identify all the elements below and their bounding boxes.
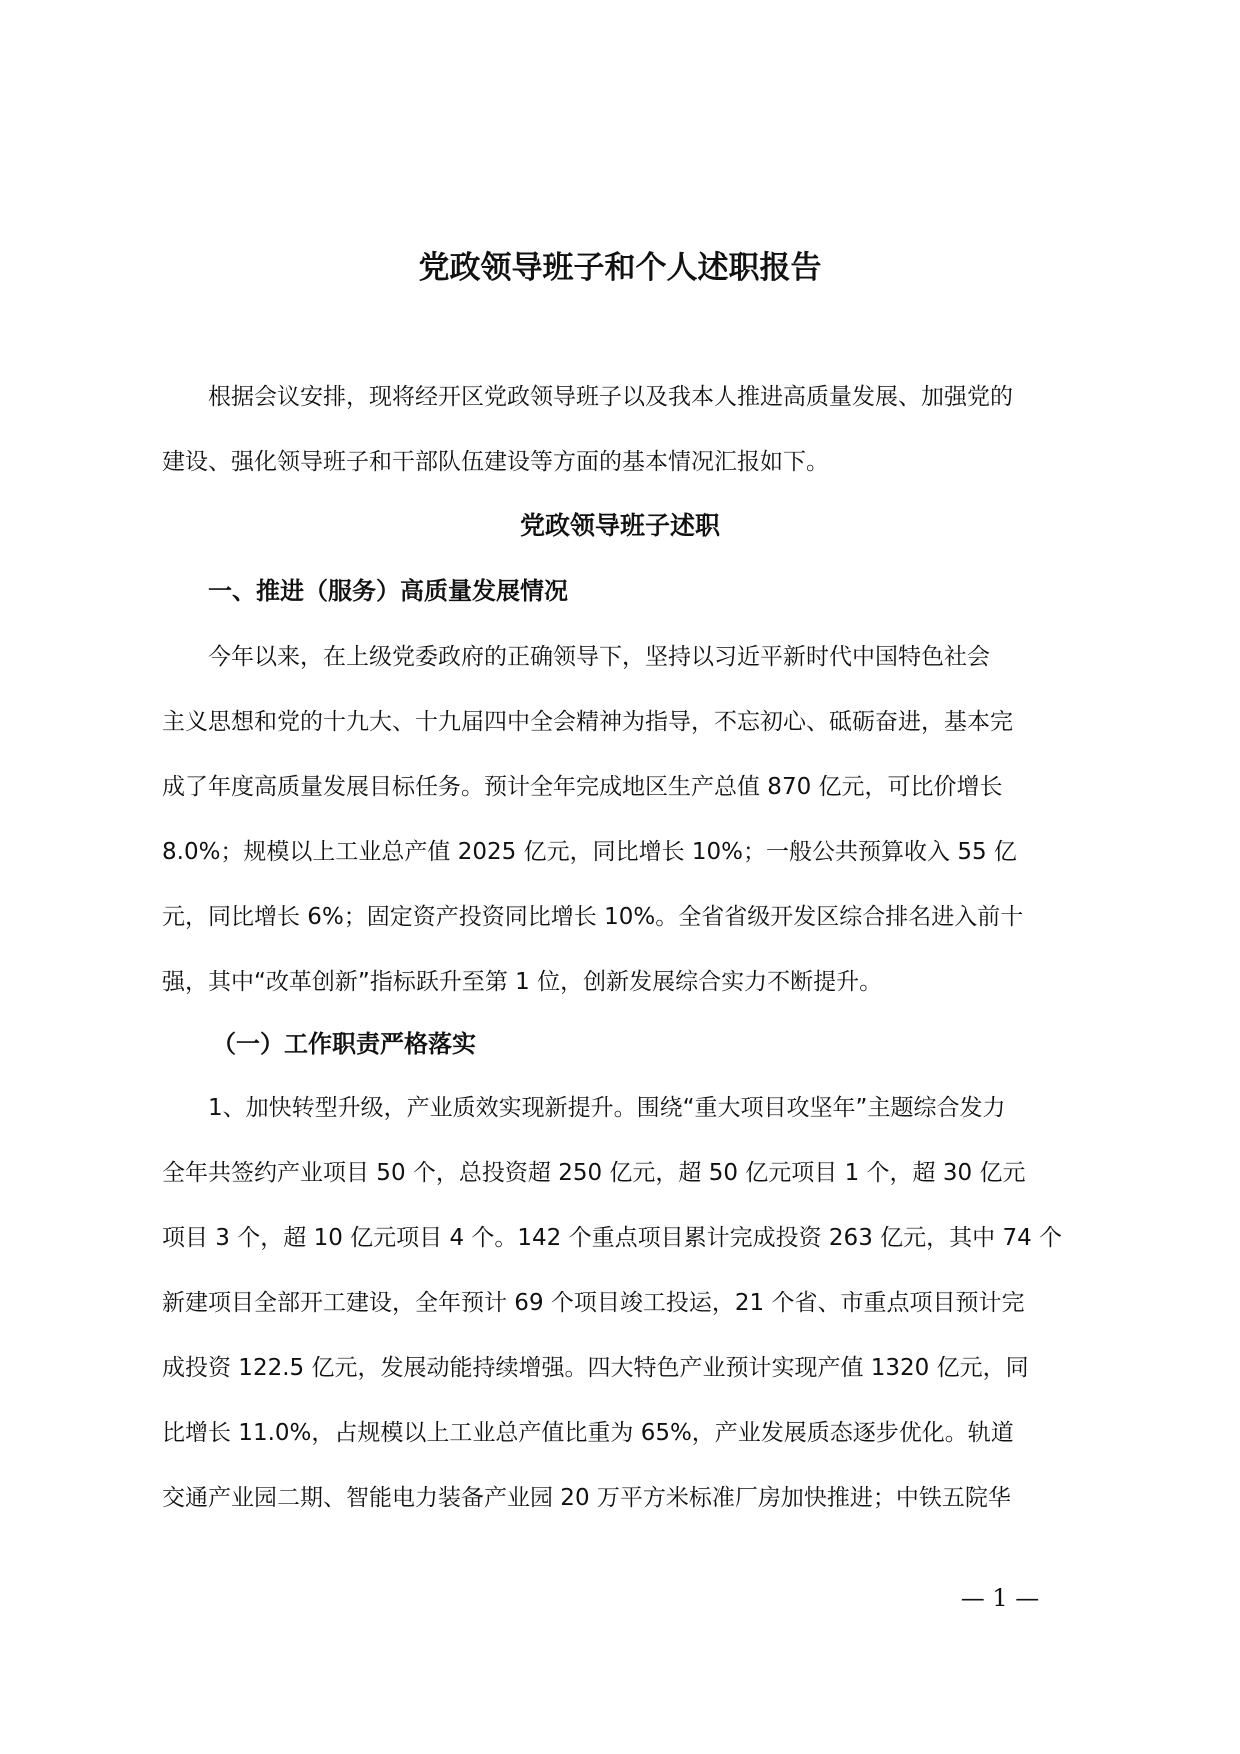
paragraph-line: 成了年度高质量发展目标任务。预计全年完成地区生产总值 870 亿元，可比价增长 [162,774,1003,800]
item-paragraph [162,1076,1079,1531]
paragraph-line: 1、加快转型升级，产业质效实现新提升。围绕“重大项目攻坚年”主题综合发力 [208,1095,1006,1121]
intro-line: 建设、强化领导班子和干部队伍建设等方面的基本情况汇报如下。 [162,449,829,475]
intro-line: 根据会议安排，现将经开区党政领导班子以及我本人推进高质量发展、加强党的 [208,384,1013,410]
paragraph-line: 全年共签约产业项目 50 个，总投资超 250 亿元，超 50 亿元项目 1 个，超 30 亿元 [162,1160,1026,1186]
paragraph-line: 强，其中“改革创新”指标跃升至第 1 位，创新发展综合实力不断提升。 [162,969,883,995]
paragraph-line: 元，同比增长 6%；固定资产投资同比增长 10%。全省省级开发区综合排名进入前十 [162,904,1024,930]
paragraph-line: 成投资 122.5 亿元，发展动能持续增强。四大特色产业预计实现产值 1320 亿元，同 [162,1355,1029,1381]
paragraph-line: 交通产业园二期、智能电力装备产业园 20 万平方米标准厂房加快推进；中铁五院华 [162,1485,1011,1511]
paragraph-line: 今年以来，在上级党委政府的正确领导下，坚持以习近平新时代中国特色社会 [208,644,990,670]
paragraph-line: 新建项目全部开工建设，全年预计 69 个项目竣工投运，21 个省、市重点项目预计完 [162,1290,1025,1316]
page-number: — 1 — [960,1584,1040,1612]
sub-heading: （一）工作职责严格落实 [212,1030,476,1058]
paragraph-line: 8.0%；规模以上工业总产值 2025 亿元，同比增长 10%；一般公共预算收入 55 亿 [162,839,1017,865]
paragraph-line: 比增长 11.0%，占规模以上工业总产值比重为 65%，产业发展质态逐步优化。轨道 [162,1420,1014,1446]
section-subtitle: 党政领导班子述职 [519,511,720,540]
section-paragraph [162,625,1079,1015]
section-heading: 一、推进（服务）高质量发展情况 [208,577,568,605]
paragraph-line: 主义思想和党的十九大、十九届四中全会精神为指导，不忘初心、砥砺奋进，基本完 [162,709,1013,735]
document-title: 党政领导班子和个人述职报告 [418,250,822,286]
paragraph-line: 项目 3 个，超 10 亿元项目 4 个。142 个重点项目累计完成投资 263 亿元，其中 74 个 [162,1225,1063,1251]
intro-paragraph [162,365,1079,495]
